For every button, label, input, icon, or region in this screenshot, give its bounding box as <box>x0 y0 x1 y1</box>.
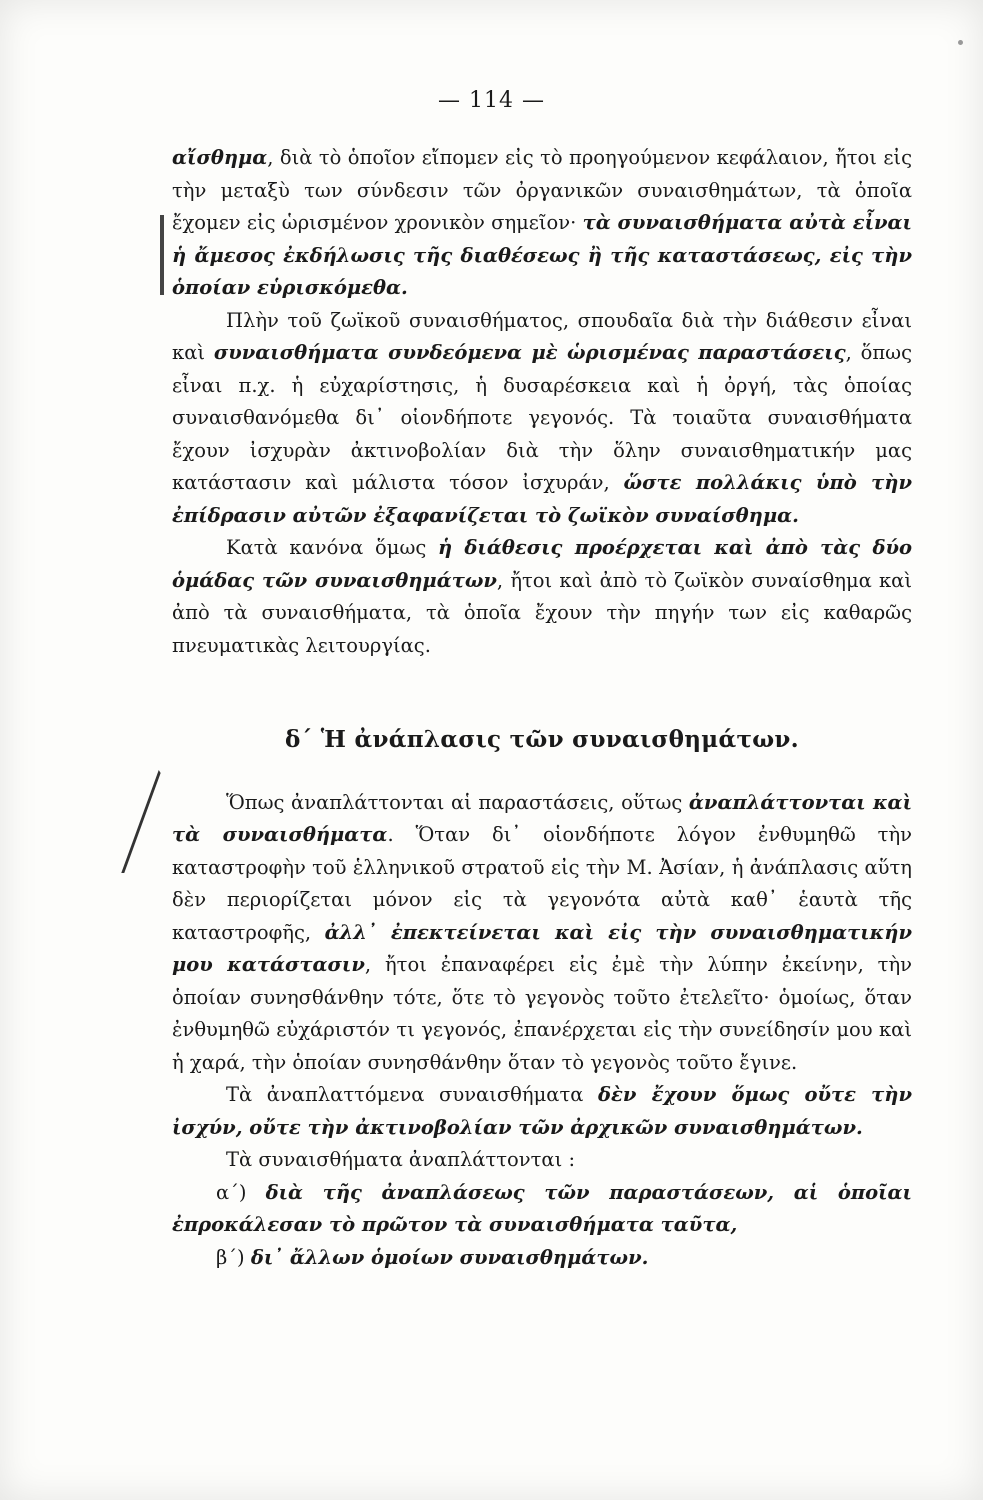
paragraph <box>172 142 912 305</box>
text-run: , διὰ τὸ ὁποῖον εἴπομεν εἰς τὸ προηγούμενον κεφάλαιον, ἤτοι εἰς τὴν μεταξὺ των σύνδεσιν τῶν ὀργανικῶν συναισθημάτων, τὰ ὁποῖα ἔχομεν εἰς ὡρισμένον χρονικὸν σημεῖον· <box>172 146 912 234</box>
paper-speck <box>958 40 963 45</box>
list-item <box>172 1177 912 1242</box>
text-run: ἀλλ᾽ ἐπεκτείνεται καὶ εἰς τὴν συναισθηματικήν μου κατάστασιν <box>172 920 912 976</box>
text-run: αἴσθημα <box>172 146 268 169</box>
text-run: Τὰ ἀναπλαττόμενα συναισθήματα <box>226 1083 599 1106</box>
text-run: β΄) <box>216 1245 251 1269</box>
text-run: . Ὅταν δι᾽ οἱονδήποτε λόγον ἐνθυμηθῶ τὴν καταστροφὴν τοῦ ἑλληνικοῦ στρατοῦ εἰς τὴν Μ. Ἀσίαν, ἡ ἀνάπλασις αὕτη δὲν περιορίζεται μόνον εἰς τὰ γεγονότα αὐτὰ καθ᾽ ἑαυτὰ τῆς καταστροφῆς, <box>172 823 913 944</box>
text-run: ἀναπλάττονται καὶ τὰ συναισθήματα <box>172 790 913 846</box>
body-text <box>172 142 912 1274</box>
text-run: ὥστε πολλάκις ὑπὸ τὴν ἐπίδρασιν αὐτῶν ἐξαφανίζεται τὸ ζωϊκὸν συναίσθημα. <box>172 471 912 527</box>
text-run: τὰ συναισθήματα αὐτὰ εἶναι ἡ ἄμεσος ἐκδήλωσις τῆς διαθέσεως ἢ τῆς καταστάσεως, εἰς τὴν ὁποίαν εὑρισκόμεθα. <box>172 211 912 299</box>
section-heading: δ΄ Ἡ ἀνάπλασις τῶν συναισθημάτων. <box>285 726 799 753</box>
text-run: , ἤτοι καὶ ἀπὸ τὸ ζωϊκὸν συναίσθημα καὶ ἀπὸ τὰ συναισθήματα, τὰ ὁποῖα ἔχουν τὴν πηγήν των εἰς καθαρῶς πνευματικὰς λειτουργίας. <box>172 568 912 657</box>
list-item <box>172 1242 912 1275</box>
margin-pencil-mark <box>160 215 164 295</box>
text-run: ἡ διάθεσις προέρχεται καὶ ἀπὸ τὰς δύο ὁμάδας τῶν συναισθημάτων <box>172 536 912 592</box>
text-run: δὲν ἔχουν ὅμως οὔτε τὴν ἰσχύν, οὔτε τὴν ἀκτινοβολίαν τῶν ἀρχικῶν συναισθημάτων. <box>172 1083 912 1139</box>
text-run: διὰ τῆς ἀναπλάσεως τῶν παραστάσεων, αἱ ὁποῖαι ἐπροκάλεσαν τὸ πρῶτον τὰ συναισθήματα ταῦτα, <box>172 1180 912 1236</box>
text-run: , ἤτοι ἐπαναφέρει εἰς ἐμὲ τὴν λύπην ἐκείνην, τὴν ὁποίαν συνησθάνθην τότε, ὅτε τὸ γεγονὸς τοῦτο ἐτελεῖτο· ὁμοίως, ὅταν ἐνθυμηθῶ εὐχάριστόν τι γεγονός, ἐπανέρχεται εἰς τὴν συνείδησίν μου καὶ ἡ χαρά, τὴν ὁποίαν συνησθάνθην ὅταν τὸ γεγονὸς τοῦτο ἔγινε. <box>172 953 912 1074</box>
text-run: Πλὴν τοῦ ζωϊκοῦ συναισθήματος, σπουδαῖα διὰ τὴν διάθεσιν εἶναι καὶ <box>172 308 912 364</box>
text-run: συναισθήματα συνδεόμενα μὲ ὡρισμένας παραστάσεις <box>213 341 846 364</box>
paragraph <box>172 1079 912 1144</box>
text-run: Ὅπως ἀναπλάττονται αἱ παραστάσεις, οὕτως <box>226 790 689 814</box>
paragraph <box>172 305 912 533</box>
text-run: α΄) <box>216 1180 266 1204</box>
paragraph <box>172 532 912 662</box>
page-number: — 114 — <box>438 88 545 113</box>
paragraph <box>172 787 912 1080</box>
text-run: Τὰ συναισθήματα ἀναπλάττονται : <box>226 1148 576 1171</box>
text-run: δι᾽ ἄλλων ὁμοίων συναισθημάτων. <box>250 1245 649 1269</box>
text-run: , ὅπως εἶναι π.χ. ἡ εὐχαρίστησις, ἡ δυσαρέσκεια καὶ ἡ ὀργή, τὰς ὁποίας συναισθανόμεθα δι᾽ οἱονδήποτε γεγονός. Τὰ τοιαῦτα συναισθήματα ἔχουν ἰσχυρὰν ἀκτινοβολίαν διὰ τὴν ὅλην συναισθηματικήν μας κατάστασιν καὶ μάλιστα τόσον ἰσχυράν, <box>172 341 913 494</box>
paragraph <box>172 1144 912 1177</box>
text-run: Κατὰ κανόνα ὅμως <box>226 536 438 559</box>
